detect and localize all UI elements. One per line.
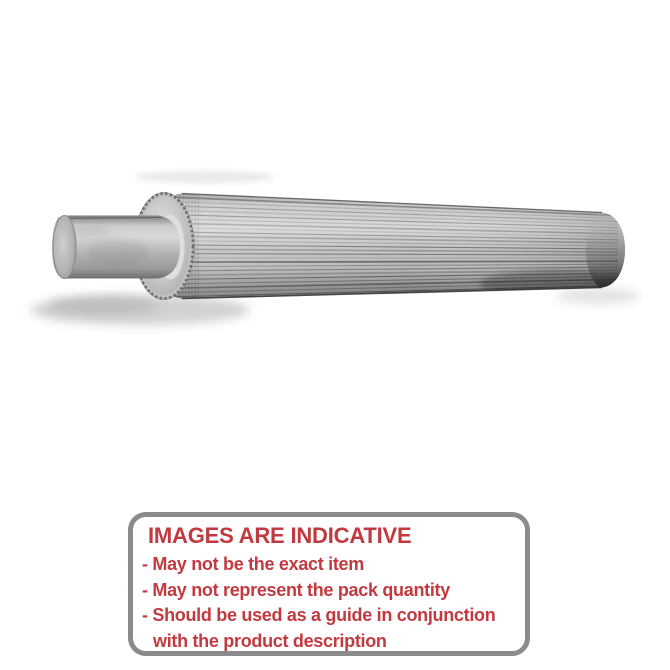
shaft-stain — [88, 238, 148, 266]
notice-title: IMAGES ARE INDICATIVE — [148, 523, 412, 548]
indicative-notice-box — [128, 512, 530, 656]
notice-line-3: - Should be used as a guide in conjunction — [142, 605, 496, 625]
pulley-shaft — [52, 215, 185, 280]
notice-line-4: with the product description — [153, 630, 387, 651]
shaft-stain — [74, 225, 110, 241]
pulley-body — [150, 190, 640, 302]
background-smudge — [135, 171, 275, 183]
pulley-length-shading — [153, 194, 625, 299]
notice-line-2: - May not represent the pack quantity — [142, 579, 450, 600]
shaft-end-face — [53, 216, 76, 279]
notice-line-1: - May not be the exact item — [142, 554, 364, 574]
